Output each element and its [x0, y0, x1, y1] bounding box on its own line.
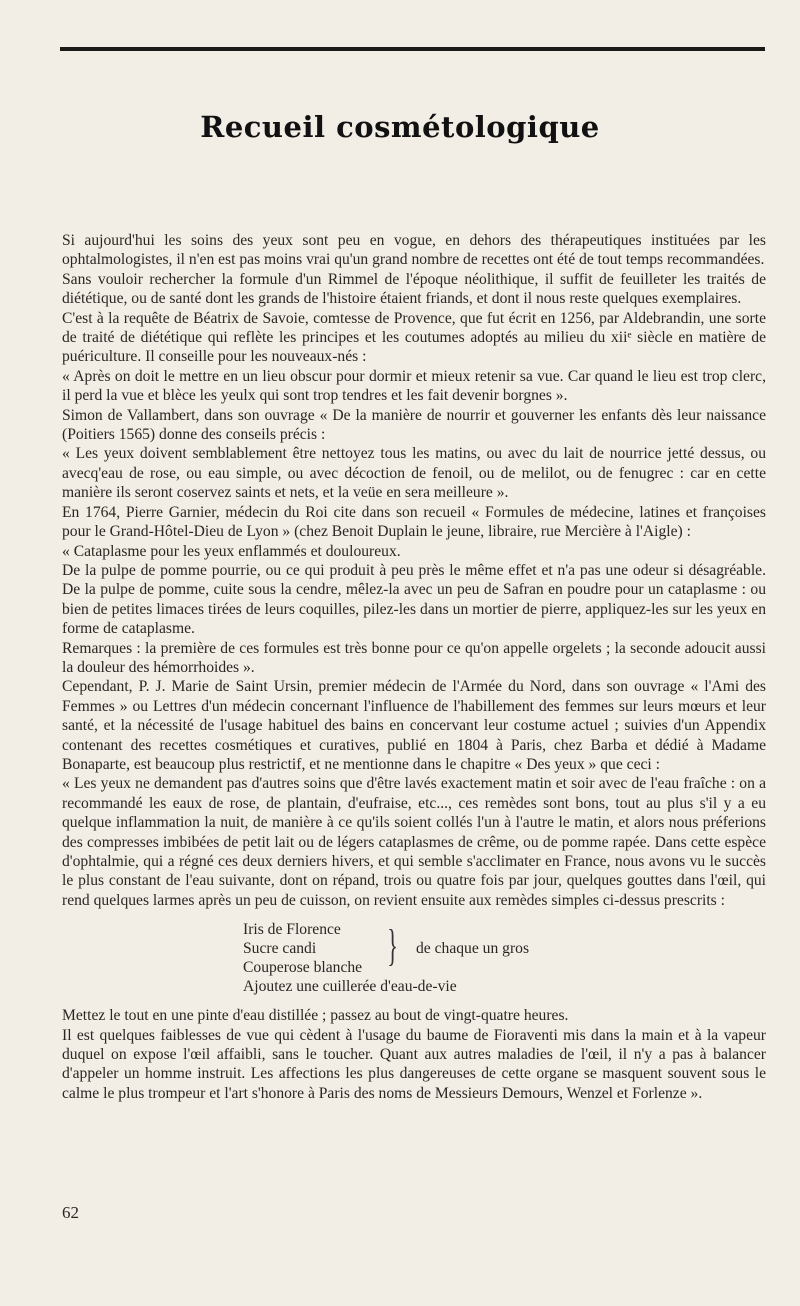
paragraph: Cependant, P. J. Marie de Saint Ursin, premier médecin de l'Armée du Nord, dans son ouvrage « l'Ami des Femmes » ou Lettres d'un médecin concernant l'influence de l'habillement des femmes sur leurs mœurs et leur santé, et la nécessité de l'usage habituel des bains en concervant leur costume actuel ; suivies d'un Appendix contenant des recettes cosmétiques et curatives, publié en 1804 à Paris, chez Barba et dédié à Madame Bonaparte, est beaucoup plus restrictif, et ne mentionne dans le chapitre « Des yeux » que ceci : [62, 678, 766, 773]
ingredient: Couperose blanche [243, 959, 363, 977]
recipe-addition: Ajoutez une cuillerée d'eau-de-vie [243, 978, 457, 996]
paragraph: « Après on doit le mettre en un lieu obscur pour dormir et mieux retenir sa vue. Car quand le lieu est trop clerc, il perd la vue et blèce les yeulx qui sont trop tendres et les fait devenir borgnes ». [62, 367, 766, 405]
ingredient: Sucre candi [243, 940, 317, 958]
article-title: Recueil cosmétologique [200, 110, 600, 144]
page-number: 62 [62, 1203, 79, 1222]
recipe-brace: } [387, 921, 398, 971]
paragraph: « Les yeux doivent semblablement être nettoyez tous les matins, ou avec du lait de nourrice jetté dessus, ou avecq'eau de rose, ou eau simple, ou avec décoction de fenoil, ou de melilot, ou de fenugrec : car en cette manière ils seront coservez saints et nets, et la veüe en sera meilleure ». [62, 445, 766, 502]
paragraph: « Cataplasme pour les yeux enflammés et douloureux. [62, 542, 401, 560]
recipe-ingredients [243, 920, 362, 977]
paragraph: « Les yeux ne demandent pas d'autres soins que d'être lavés exactement matin et soir avec de l'eau fraîche : on a recommandé les eaux de rose, de plantain, d'eufraise, etc..., ces remèdes sont bons, tout au plus s'il y a eu quelque inflammation la nuit, de manière à ce qu'ils soient collés l'un à l'autre le matin, et alors nous préferions des compresses imbibées de petit lait ou de légers cataplasmes de crême, ou de pomme rapée. Dans cette espèce d'ophtalmie, qui a régné ces deux derniers hivers, et qui semble s'acclimater en France, nous avons vu le succès le plus constant de l'eau suivante, dont on répand, trois ou quatre fois par jour, quelques gouttes dans l'œil, qui rend quelques larmes après un peu de cuisson, on revient ensuite aux remèdes simples ci-dessus prescrits : [62, 775, 766, 909]
paragraph: Remarques : la première de ces formules est très bonne pour ce qu'on appelle orgelets ; la seconde adoucit aussi la douleur des hémorrhoides ». [62, 639, 766, 676]
recipe-dose: de chaque un gros [416, 940, 530, 958]
paragraph: Il est quelques faiblesses de vue qui cèdent à l'usage du baume de Fioraventi mis dans la main et à la vapeur duquel on expose l'œil affaibli, sans le toucher. Quant aux autres maladies de l'œil, il n'y a pas à balancer d'appeler un homme instruit. Les affections les plus dangereuses de cette organe se masquent souvent sous le calme le plus trompeur et l'art s'honore à Paris des noms de Messieurs Demours, Wenzel et Forlenze ». [62, 1026, 766, 1102]
paragraph: De la pulpe de pomme pourrie, ou ce qui produit à peu près le même effet et n'a pas une odeur si désagréable. De la pulpe de pomme, cuite sous la cendre, mêlez-la avec un peu de Safran en poudre pour un cataplasme : ou bien de petites limaces tirées de leurs coquilles, pilez-les dans un mortier de pierre, appliquez-les sur les yeux en forme de cataplasme. [62, 561, 766, 638]
top-rule [60, 47, 765, 51]
paragraph: C'est à la requête de Béatrix de Savoie, comtesse de Provence, que fut écrit en 1256, par Aldebrandin, une sorte de traité de diététique qui reflète les principes et les coutumes adoptés au milieu du xiiᵉ siècle en matière de puériculture. Il conseille pour les nouveaux-nés : [62, 309, 766, 366]
article-body [62, 231, 766, 1103]
ingredient: Iris de Florence [243, 921, 341, 939]
recipe-block [62, 920, 766, 1000]
paragraph: Mettez le tout en une pinte d'eau distillée ; passez au bout de vingt-quatre heures. [62, 1007, 569, 1025]
paragraph: Si aujourd'hui les soins des yeux sont peu en vogue, en dehors des thérapeutiques instituées par les ophtalmologistes, il n'en est pas moins vrai qu'un grand nombre de recettes ont été de tout temps recommandées. [62, 232, 766, 269]
paragraph: Sans vouloir rechercher la formule d'un Rimmel de l'époque néolithique, il suffit de feuilleter les traités de diététique, ou de santé dont les grands de l'histoire étaient friands, et dont il nous reste quelques exemplaires. [62, 270, 766, 308]
paragraph: Simon de Vallambert, dans son ouvrage « De la manière de nourrir et gouverner les enfants dès leur naissance (Poitiers 1565) donne des conseils précis : [62, 406, 766, 444]
paragraph: En 1764, Pierre Garnier, médecin du Roi cite dans son recueil « Formules de médecine, latines et françoises pour le Grand-Hôtel-Dieu de Lyon » (chez Benoit Duplain le jeune, libraire, rue Mercière à l'Aigle) : [62, 503, 766, 541]
